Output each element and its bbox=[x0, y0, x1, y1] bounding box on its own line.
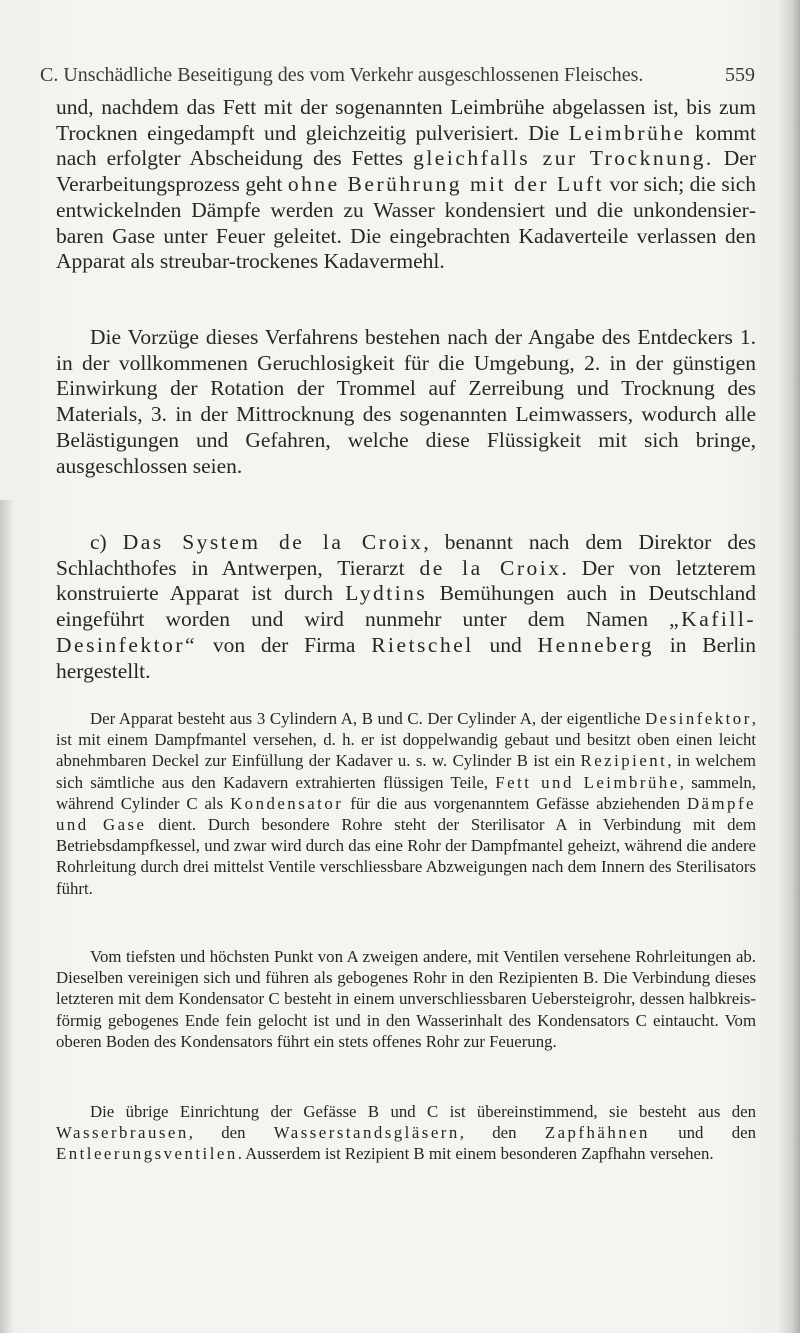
spaced-term: Henneberg bbox=[537, 632, 654, 657]
text-run: , sammeln, während Cylinder C als bbox=[56, 772, 756, 813]
spaced-term: Entleerungsventilen bbox=[56, 1144, 238, 1164]
text-run: und, nachdem das Fett mit der sogenannten Leimbrühe abgelassen ist, bis zum Trocknen eingedampft und gleichzeitig pulverisiert. Die bbox=[56, 95, 756, 145]
spaced-term: Desinfektor bbox=[645, 709, 752, 728]
text-run: und den bbox=[649, 1123, 756, 1143]
spaced-term: Wasserstandsgläsern bbox=[273, 1123, 460, 1143]
text-run: dient. Durch besondere Rohre steht der Sterilisator A in Verbindung mit dem Betriebsdampfkessel, und zwar wird durch das eine Rohr der Dampfmantel geheizt, während die andere Rohrleitung durch drei mittelst Ventile verschliessbare Abzweigungen nach dem Innern des Sterilisators führt. bbox=[56, 815, 756, 898]
spaced-term: Das System de la Croix bbox=[122, 530, 424, 554]
text-run: kommt nach erfolgter Abscheidung des Fettes bbox=[56, 120, 757, 171]
page-header bbox=[40, 64, 755, 87]
paragraph-5-pipes: Vom tiefsten und höchsten Punkt von A zweigen andere, mit Ventilen versehene Rohrleitungen ab. Dieselben vereinigen sich und führen als gebogenes Rohr in den Rezipienten B. Die Verbindung dieses letzteren mit dem Kondensator C besteht in einem unverschliessbaren Uebersteigrohr, dessen halbkreisförmig gebogenes Ende fein gelocht ist und in den Wasserinhalt des Kondensators C eintaucht. Vom oberen Boden des Kondensators führt ein stets offenes Rohr zur Feuerung. bbox=[56, 947, 756, 1051]
paragraph-2: Die Vorzüge dieses Verfahrens bestehen nach der Angabe des Entdeckers 1. in der vollkommenen Geruchlosigkeit für die Umgebung, 2. in der günstigen Einwirkung der Rotation der Trommel auf Zerreibung und Trocknung des Materials, 3. in der Mittrocknung des sogenannten Leimwassers, wodurch alle Belästigungen und Gefahren, welche diese Flüssigkeit mit sich bringe, ausgeschlossen seien. bbox=[56, 325, 756, 478]
text-run: von der Firma bbox=[197, 632, 372, 657]
spaced-term: ohne Berührung mit der Luft bbox=[287, 172, 605, 197]
text-run: , benannt nach dem Direktor des Schlachthofes in Antwerpen, Tierarzt bbox=[56, 530, 756, 580]
spaced-term: Kondensator bbox=[230, 793, 344, 813]
paragraph-4-apparatus bbox=[56, 708, 756, 899]
running-title: C. Unschädliche Beseitigung des vom Verkehr ausgeschlossenen Fleisches. bbox=[40, 64, 644, 86]
text-run: Die übrige Einrichtung der Gefässe B und C ist übereinstimmend, sie besteht aus den bbox=[90, 1102, 756, 1121]
text-run: für die aus vorgenanntem Gefässe abziehenden bbox=[343, 793, 687, 813]
text-run: , den bbox=[188, 1123, 274, 1143]
paragraph-3-de-la-croix-system bbox=[56, 530, 756, 684]
spaced-term: Fett und Leimbrühe bbox=[495, 772, 680, 792]
spaced-term: „Kafill-Desinfektor“ bbox=[56, 607, 756, 657]
text-run: in Berlin hergestellt. bbox=[56, 632, 757, 683]
spaced-term: Lydtins bbox=[345, 581, 428, 606]
text-run: c) bbox=[90, 530, 123, 554]
text-run: . Ausserdem ist Rezipient B mit einem besonderen Zapfhahn versehen. bbox=[237, 1144, 714, 1164]
text-run: Der Apparat besteht aus 3 Cylindern A, B und C. Der Cylinder A, der eigentliche bbox=[90, 709, 646, 728]
spaced-term: de la Croix bbox=[419, 555, 562, 580]
spaced-term: Zapfhähnen bbox=[544, 1123, 650, 1143]
text-run: , den bbox=[459, 1123, 545, 1143]
page-number: 559 bbox=[725, 64, 755, 86]
text-run: , ist mit einem Dampfmantel versehen, d. h. er ist doppelwandig gebaut und besitzt oben einen leicht abnehmbaren Deckel zur Einfüllung der Kadaver u. s. w. Cylinder B ist ein bbox=[56, 709, 756, 771]
paragraph-6-fittings bbox=[56, 1101, 756, 1165]
text-run: Der Verarbeitungsprozess geht bbox=[56, 146, 757, 197]
binding-shadow bbox=[0, 500, 14, 1333]
text-run: vor sich; die sich entwickelnden Dämpfe werden zu Wasser kondensiert und die unkondensierbaren Gase unter Feuer geleitet. Die eingebrachten Kadaverteile verlassen den Apparat als streubar-trockenes Kadavermehl. bbox=[56, 172, 756, 274]
paragraph-1 bbox=[56, 95, 756, 275]
spaced-term: Wasserbrausen bbox=[56, 1123, 189, 1143]
page-edge-shadow bbox=[778, 0, 800, 1333]
spaced-term: Rezipient bbox=[580, 751, 668, 771]
text-run: . Der von letzterem konstruierte Apparat ist durch bbox=[56, 555, 756, 606]
spaced-term: Leimbrühe bbox=[568, 120, 686, 145]
spaced-term: Dämpfe und Gase bbox=[56, 793, 756, 835]
text-run: Bemühungen auch in Deutschland eingeführt worden und wird nunmehr unter dem Namen bbox=[56, 581, 756, 632]
text-run: , in welchem sich sämtliche aus den Kadavern extrahierten flüssigen Teile, bbox=[56, 751, 756, 792]
text-run: und bbox=[473, 632, 538, 657]
spaced-term: gleichfalls zur Trocknung. bbox=[413, 146, 714, 171]
spaced-term: Rietschel bbox=[371, 632, 474, 657]
